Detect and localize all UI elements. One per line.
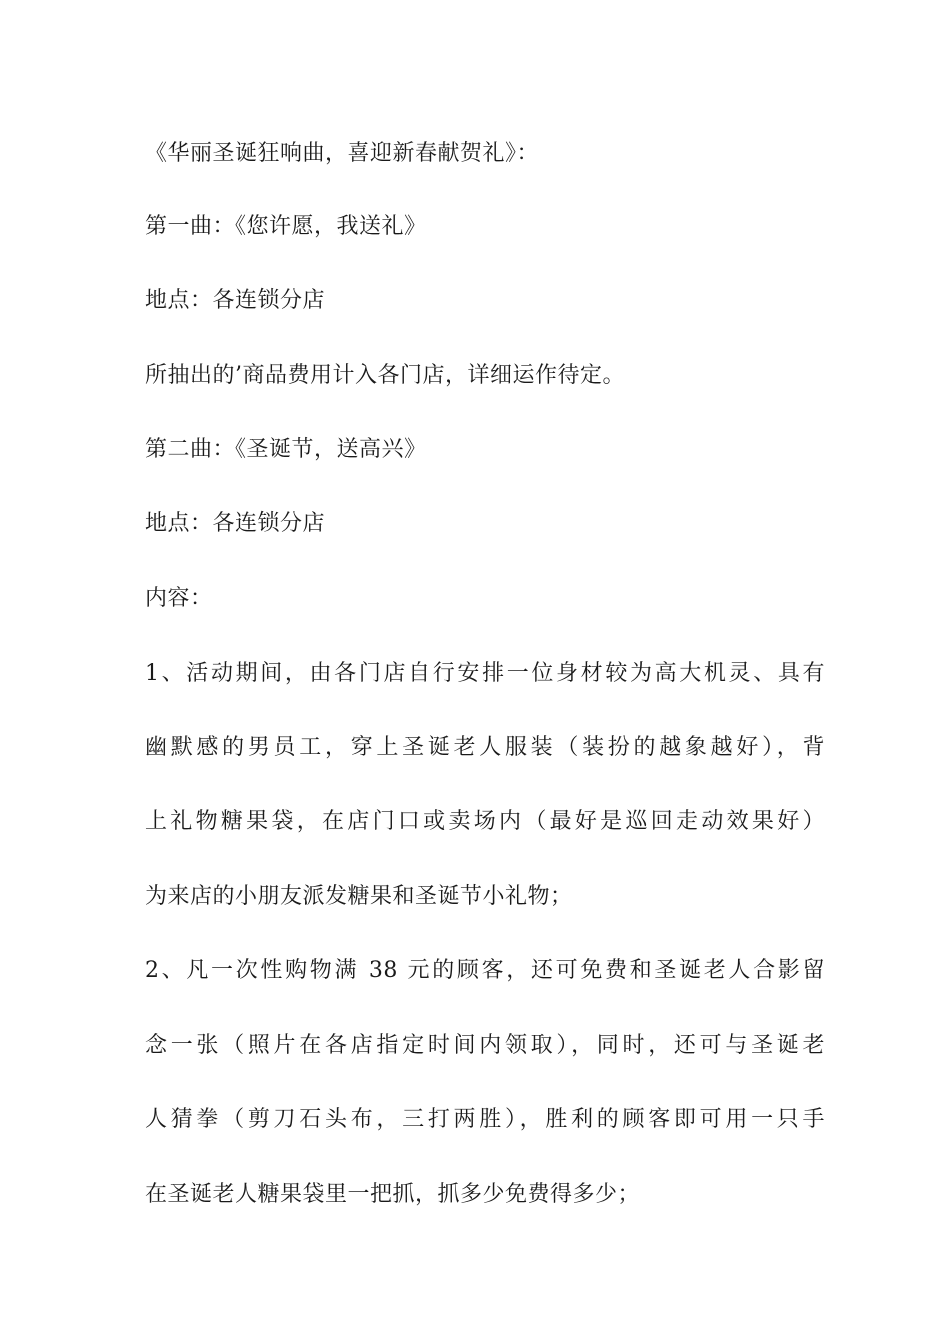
part-one-note: 所抽出的’商品费用计入各门店，详细运作待定。 bbox=[145, 363, 625, 388]
content-item-2-line-1: 2、凡一次性购物满 38 元的顾客，还可免费和圣诞老人合影留 bbox=[145, 958, 825, 983]
content-item-1-line-1: 1、活动期间，由各门店自行安排一位身材较为高大机灵、具有 bbox=[145, 661, 825, 686]
content-item-1-line-2: 幽默感的男员工，穿上圣诞老人服装（装扮的越象越好），背 bbox=[145, 735, 825, 760]
content-item-1-line-3: 上礼物糖果袋，在店门口或卖场内（最好是巡回走动效果好） bbox=[145, 809, 825, 834]
part-two-content-label: 内容： bbox=[145, 586, 213, 611]
content-item-2-line-2: 念一张（照片在各店指定时间内领取），同时，还可与圣诞老 bbox=[145, 1033, 825, 1058]
part-one-location: 地点：各连锁分店 bbox=[145, 288, 326, 313]
content-item-2-line-4: 在圣诞老人糖果袋里一把抓，抓多少免费得多少； bbox=[145, 1182, 641, 1207]
content-item-1-line-4: 为来店的小朋友派发糖果和圣诞节小礼物； bbox=[145, 884, 573, 909]
part-two-heading: 第二曲：《圣诞节，送高兴》 bbox=[145, 437, 427, 462]
part-two-location: 地点：各连锁分店 bbox=[145, 511, 326, 536]
content-item-2-line-3: 人猜拳（剪刀石头布，三打两胜），胜利的顾客即可用一只手 bbox=[145, 1107, 825, 1132]
part-one-heading: 第一曲：《您许愿，我送礼》 bbox=[145, 214, 427, 239]
event-title: 《华丽圣诞狂响曲，喜迎新春献贺礼》： bbox=[145, 141, 540, 166]
